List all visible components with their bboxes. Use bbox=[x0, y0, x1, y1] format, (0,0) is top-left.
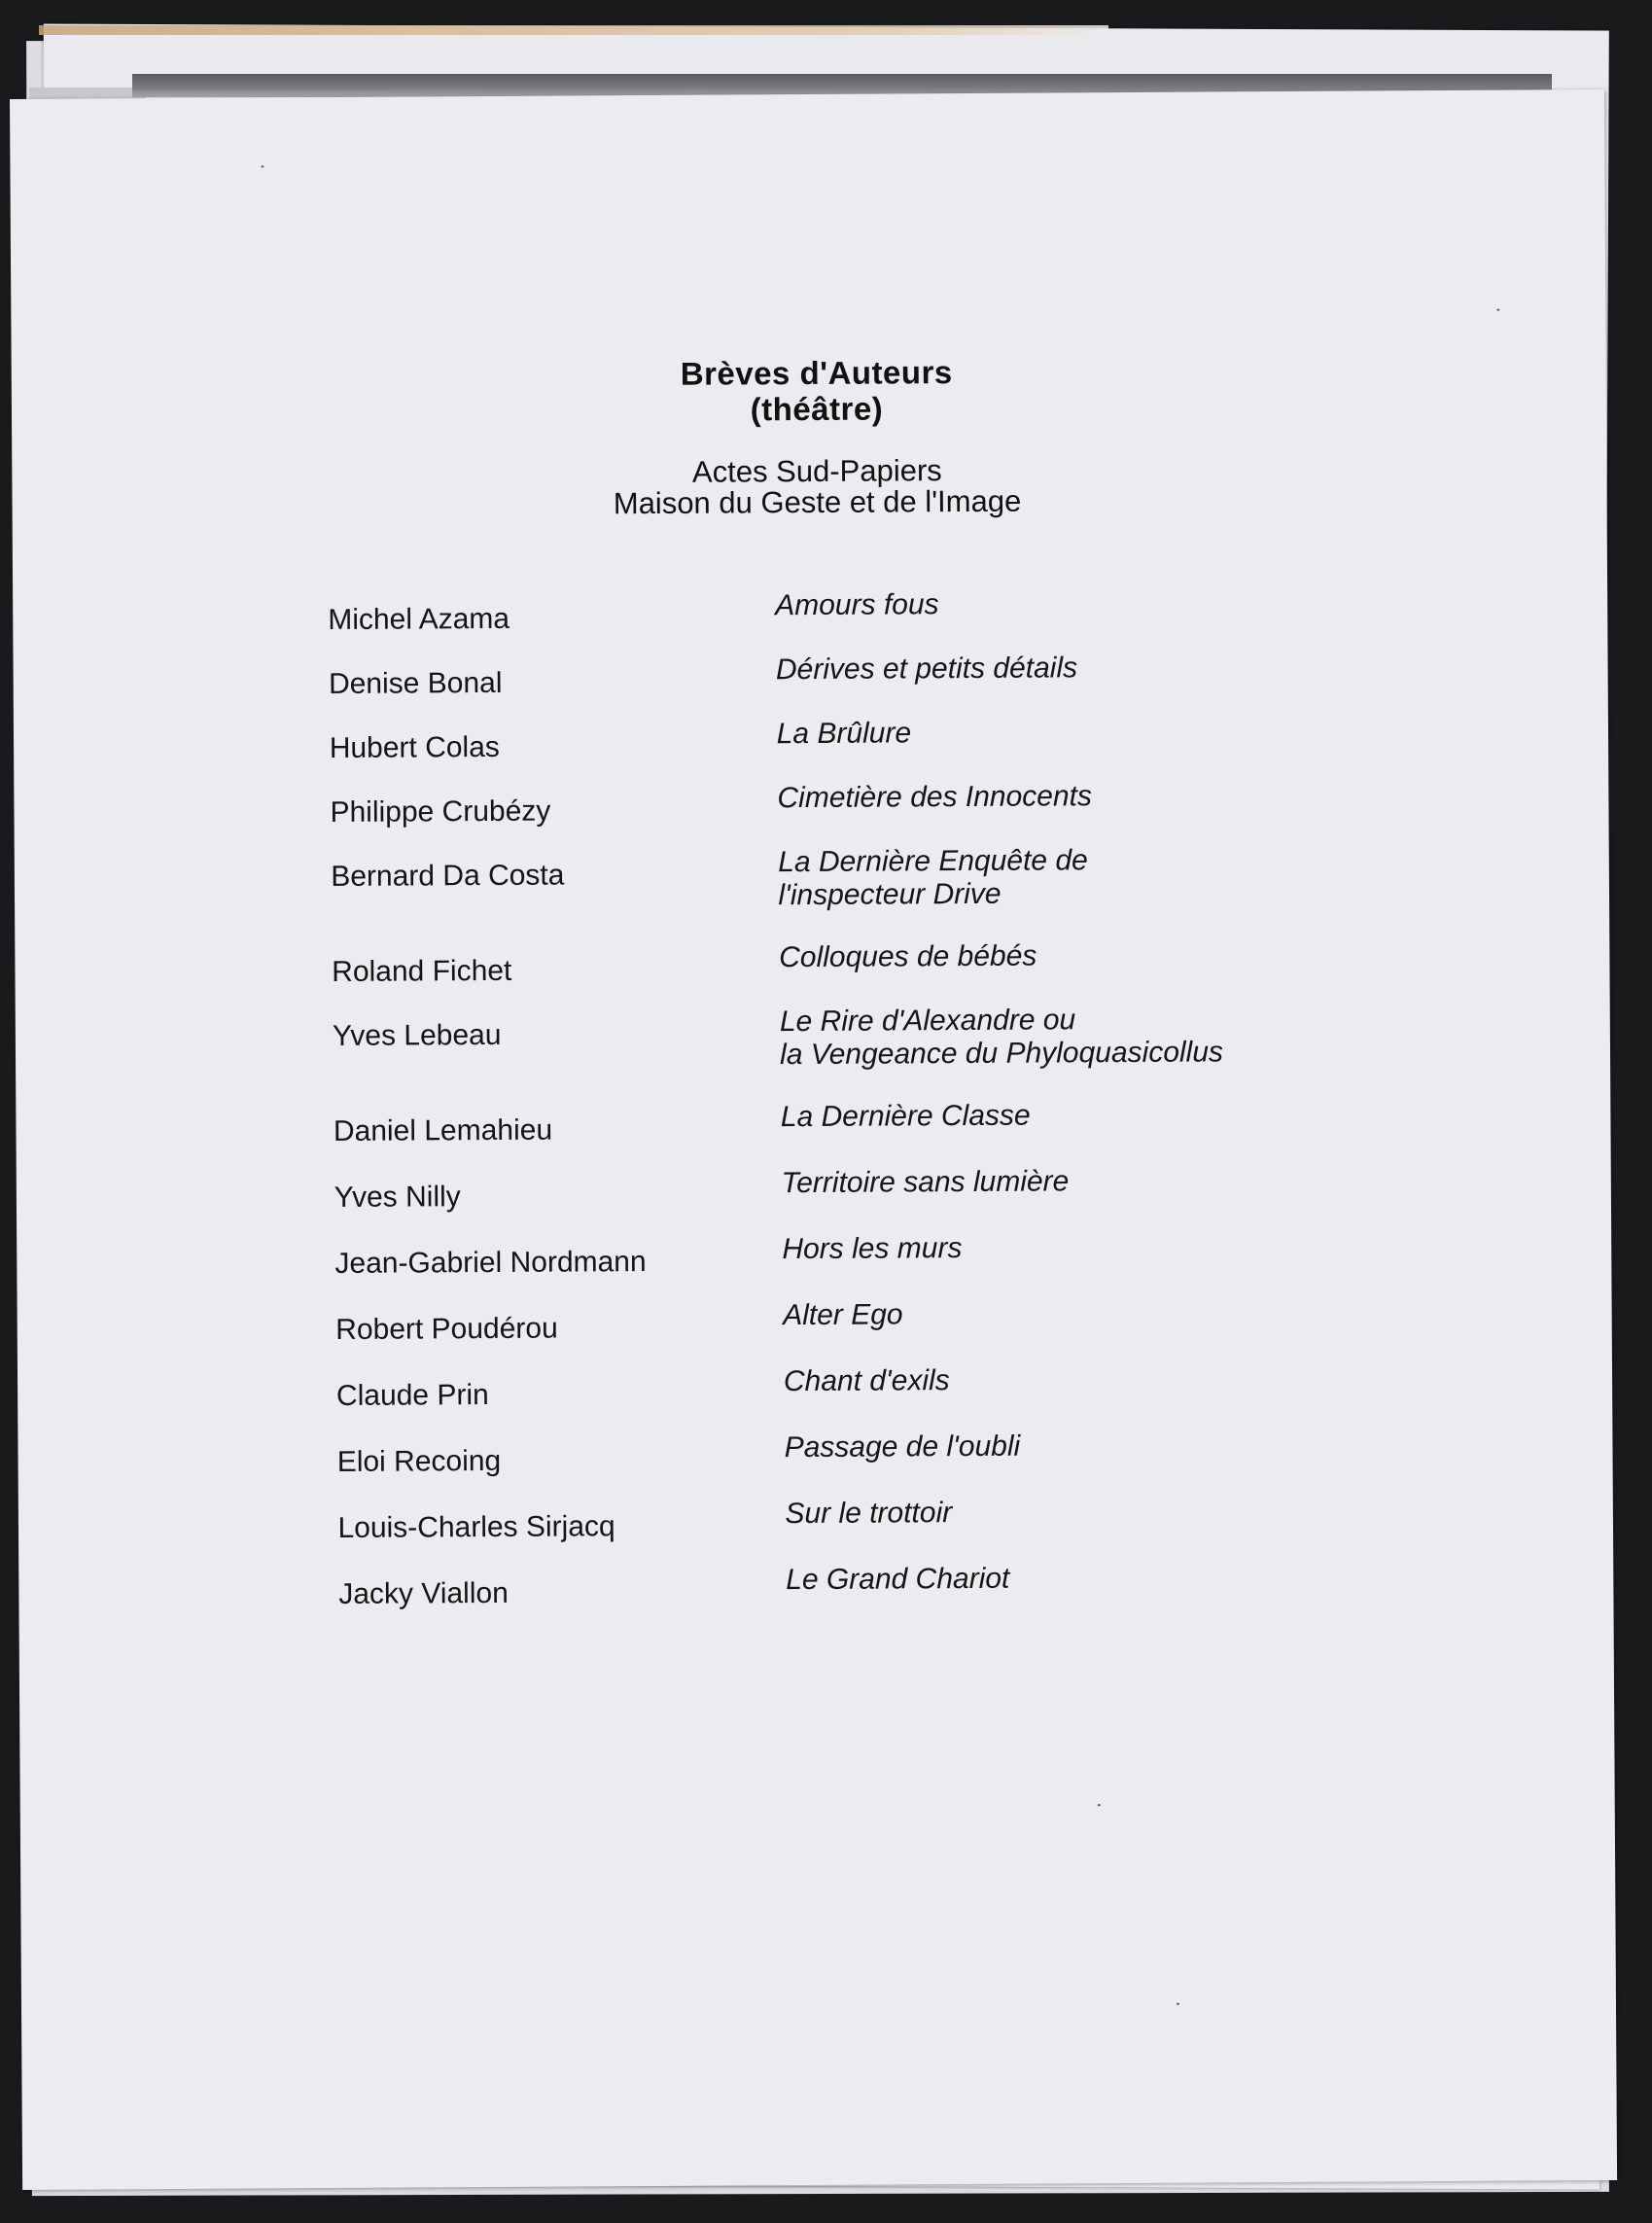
author-name: Roland Fichet bbox=[332, 954, 512, 988]
work-title-line: Chant d'exils bbox=[783, 1364, 950, 1398]
list-item bbox=[334, 1232, 962, 1281]
work-title bbox=[777, 717, 912, 762]
paper-speck bbox=[1098, 1804, 1101, 1806]
work-title-line: Alter Ego bbox=[783, 1298, 903, 1332]
work-title-line: Colloques de bébés bbox=[779, 939, 1037, 974]
list-item bbox=[329, 652, 1077, 701]
paper-speck bbox=[1496, 309, 1499, 311]
work-title-line: Amours fous bbox=[775, 588, 939, 622]
list-item bbox=[334, 1100, 1031, 1148]
stained-page-edge bbox=[39, 25, 1108, 35]
publisher-name: Actes Sud-Papiers bbox=[691, 453, 942, 489]
work-title bbox=[778, 844, 1088, 912]
publisher-block bbox=[19, 451, 1614, 523]
work-title bbox=[779, 940, 1037, 987]
title-subline: (théâtre) bbox=[750, 390, 884, 428]
title-line: Brèves d'Auteurs bbox=[680, 354, 953, 392]
work-title-line: Sur le trottoir bbox=[785, 1497, 953, 1531]
work-title bbox=[785, 1497, 952, 1542]
work-title-line: La Brûlure bbox=[776, 717, 912, 751]
list-item bbox=[335, 1298, 903, 1347]
work-title-line: La Dernière Enquête de bbox=[778, 844, 1088, 879]
author-name: Hubert Colas bbox=[329, 730, 500, 765]
work-title-line: Le Rire d'Alexandre ou bbox=[779, 1004, 1076, 1039]
author-name: Robert Poudérou bbox=[335, 1312, 558, 1346]
list-item bbox=[333, 1003, 1223, 1075]
work-title bbox=[780, 1003, 1223, 1072]
author-name: Philippe Crubézy bbox=[330, 794, 551, 829]
work-title bbox=[781, 1100, 1031, 1147]
publisher-house: Maison du Geste et de l'Image bbox=[613, 483, 1022, 521]
work-title bbox=[782, 1232, 962, 1278]
list-item bbox=[330, 780, 1092, 829]
author-name: Bernard Da Costa bbox=[331, 859, 565, 893]
work-title-line: la Vengeance du Phyloquasicollus bbox=[780, 1036, 1224, 1072]
document-title bbox=[19, 350, 1614, 432]
work-title bbox=[786, 1563, 1009, 1608]
work-title bbox=[776, 652, 1077, 698]
list-item bbox=[336, 1364, 950, 1413]
author-name: Daniel Lemahieu bbox=[333, 1113, 553, 1147]
work-title-line: Cimetière des Innocents bbox=[777, 780, 1093, 815]
work-title-line: Territoire sans lumière bbox=[781, 1165, 1070, 1200]
work-title bbox=[784, 1364, 950, 1410]
work-title-line: Dérives et petits détails bbox=[775, 652, 1078, 687]
list-item bbox=[337, 1430, 1021, 1479]
author-work-list bbox=[328, 588, 1447, 1610]
author-name: Yves Nilly bbox=[334, 1181, 461, 1214]
author-name: Louis-Charles Sirjacq bbox=[337, 1510, 615, 1544]
work-title bbox=[782, 1165, 1070, 1212]
paper-speck bbox=[1177, 2003, 1179, 2005]
work-title-line: l'inspecteur Drive bbox=[778, 877, 1002, 912]
work-title bbox=[785, 1430, 1021, 1476]
paper-speck bbox=[261, 165, 264, 167]
author-name: Jean-Gabriel Nordmann bbox=[334, 1246, 647, 1280]
work-title bbox=[783, 1298, 903, 1344]
list-item bbox=[338, 1563, 1009, 1611]
work-title bbox=[777, 780, 1092, 827]
list-item bbox=[332, 940, 1037, 989]
list-item bbox=[331, 844, 1088, 915]
author-name: Michel Azama bbox=[328, 602, 510, 637]
work-title-line: Passage de l'oubli bbox=[784, 1429, 1021, 1464]
work-title-line: Le Grand Chariot bbox=[786, 1562, 1010, 1597]
document-page bbox=[10, 89, 1617, 2190]
author-name: Eloi Recoing bbox=[336, 1444, 502, 1478]
list-item bbox=[330, 717, 912, 765]
list-item bbox=[337, 1497, 952, 1545]
author-name: Claude Prin bbox=[335, 1379, 489, 1412]
author-name: Jacky Viallon bbox=[338, 1576, 509, 1610]
work-title bbox=[775, 588, 939, 634]
list-item bbox=[334, 1165, 1070, 1215]
author-name: Yves Lebeau bbox=[332, 1018, 502, 1052]
work-title-line: La Dernière Classe bbox=[780, 1099, 1031, 1134]
work-title-line: Hors les murs bbox=[782, 1232, 963, 1266]
list-item bbox=[328, 588, 939, 637]
author-name: Denise Bonal bbox=[328, 666, 503, 701]
